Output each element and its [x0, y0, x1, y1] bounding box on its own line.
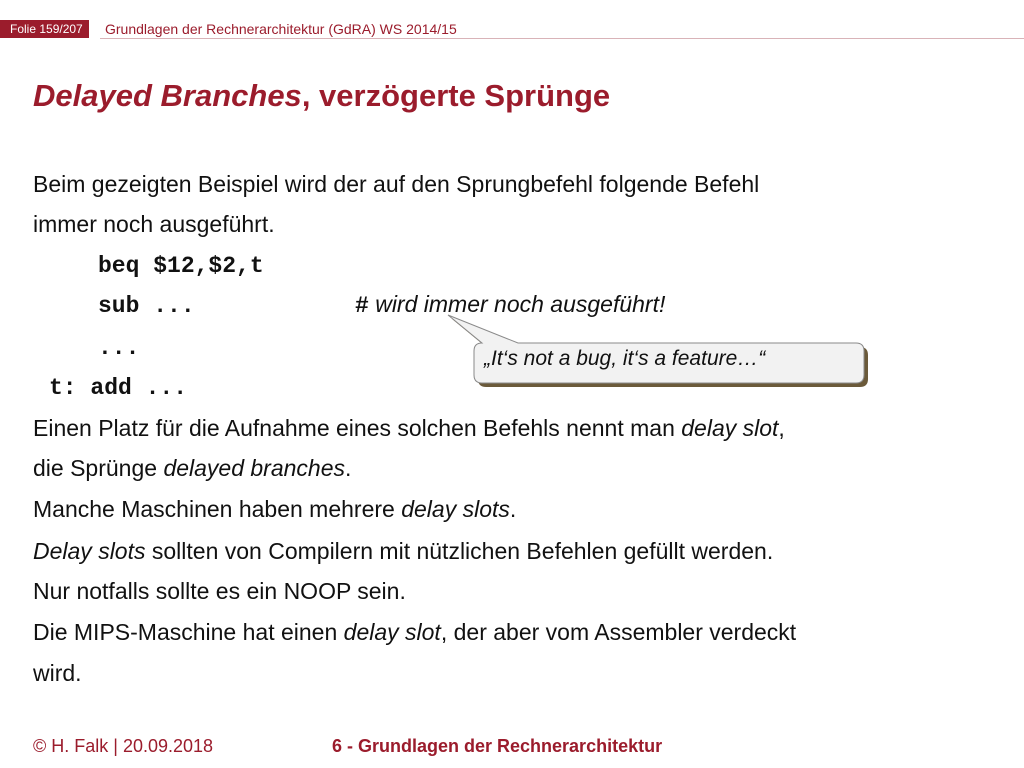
paragraph-multiple-slots [33, 495, 516, 523]
paragraph-mips [33, 618, 796, 646]
paragraph-compilers-a: Delay slots [33, 538, 146, 564]
paragraph-delay-slot-a: Einen Platz für die Aufnahme eines solchen Befehls nennt man [33, 415, 682, 441]
code-line-beq: beq $12,$2,t [98, 253, 264, 279]
paragraph-multiple-slots-c: . [509, 496, 517, 522]
speech-bubble [430, 300, 870, 390]
paragraph-delay-slot [33, 414, 785, 442]
slide-title [33, 78, 610, 114]
slide-counter-badge: Folie 159/207 [0, 20, 89, 38]
paragraph-mips-end: wird. [33, 660, 82, 686]
paragraph-multiple-slots-b: delay slots [401, 496, 510, 522]
paragraph-delay-slot-c: , [778, 415, 785, 441]
slide-title-rest: , verzögerte Sprünge [301, 78, 611, 113]
header-divider [100, 38, 1024, 39]
paragraph-noop: Nur notfalls sollte es ein NOOP sein. [33, 578, 406, 604]
code-line-ellipsis: ... [98, 335, 140, 361]
intro-line-1: Beim gezeigten Beispiel wird der auf den Sprungbefehl folgende Befehl [33, 171, 760, 197]
comment-hash: # [355, 293, 369, 319]
footer-chapter: 6 - Grundlagen der Rechnerarchitektur [332, 736, 663, 756]
paragraph-mips-c: , der aber vom Assembler verdeckt [440, 619, 797, 645]
code-line-add: t: add ... [49, 375, 188, 401]
footer-author-date: © H. Falk | 20.09.2018 [33, 736, 214, 756]
comment-text: wird immer noch ausgeführt! [375, 291, 666, 317]
paragraph-mips-b: delay slot [343, 619, 441, 645]
paragraph-delayed-branches-b: delayed branches [163, 455, 346, 481]
paragraph-delayed-branches-c: . [345, 455, 352, 481]
intro-line-2: immer noch ausgeführt. [33, 211, 275, 237]
paragraph-compilers-b: sollten von Compilern mit nützlichen Befehlen gefüllt werden. [145, 538, 774, 564]
paragraph-mips-a: Die MIPS-Maschine hat einen [33, 619, 344, 645]
speech-bubble-text: „It‘s not a bug, it‘s a feature…“ [484, 347, 766, 370]
slide-title-italic: Delayed Branches [33, 78, 302, 113]
paragraph-delayed-branches-a: die Sprünge [33, 455, 164, 481]
paragraph-delayed-branches [33, 454, 351, 482]
code-line-sub: sub ... [98, 293, 195, 319]
paragraph-delay-slot-b: delay slot [681, 415, 779, 441]
paragraph-compilers [33, 537, 773, 565]
course-title: Grundlagen der Rechnerarchitektur (GdRA) WS 2014/15 [105, 21, 457, 37]
paragraph-multiple-slots-a: Manche Maschinen haben mehrere [33, 496, 402, 522]
